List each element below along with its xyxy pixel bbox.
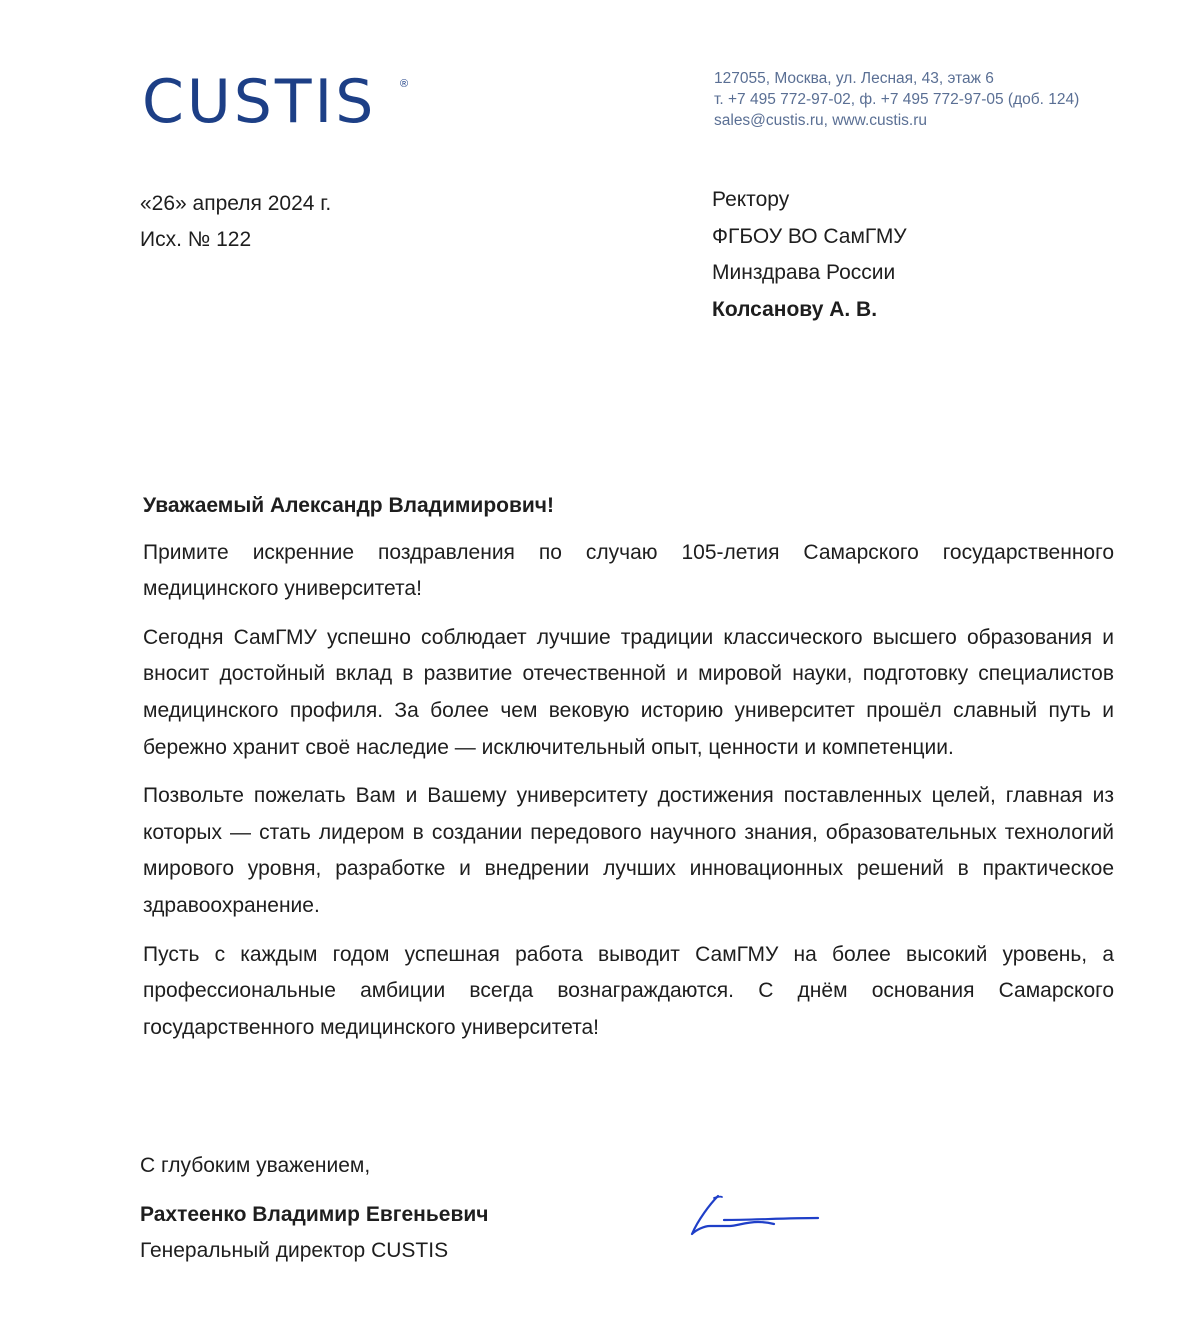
addressee-line: Ректору	[712, 188, 790, 211]
letter-meta	[140, 186, 331, 258]
letter-greeting: Уважаемый Александр Владимирович!	[143, 494, 554, 517]
addressee-block	[712, 182, 907, 328]
addressee-name: Колсанову А. В.	[712, 297, 878, 321]
contact-address: 127055, Москва, ул. Лесная, 43, этаж 6	[714, 70, 994, 87]
company-logo	[142, 67, 412, 137]
letter-date: «26» апреля 2024 г.	[140, 192, 332, 215]
letter-paragraph: Позвольте пожелать Вам и Вашему университету достижения поставленных целей, главная из которых — стать лидером в создании передового научного знания, образовательных технологий мирового уровня, разработке и внедрении лучших инновационных решений в практическое здравоохранение.	[143, 784, 1114, 917]
signer-title: Генеральный директор CUSTIS	[140, 1239, 449, 1262]
signer-name: Рахтеенко Владимир Евгеньевич	[140, 1203, 489, 1226]
logo-wordmark: CUSTIS	[142, 67, 377, 137]
letter-paragraph: Пусть с каждым годом успешная работа выводит СамГМУ на более высокий уровень, а профессиональные амбиции всегда вознаграждаются. С днём основания Самарского государственного медицинского университета!	[143, 942, 1114, 1039]
letter-closing: С глубоким уважением,	[140, 1154, 371, 1177]
addressee-line: Минздрава России	[712, 261, 896, 284]
contact-phones: т. +7 495 772-97-02, ф. +7 495 772-97-05 (доб. 124)	[714, 91, 1080, 108]
addressee-line: ФГБОУ ВО СамГМУ	[712, 224, 907, 248]
letter-paragraph: Сегодня СамГМУ успешно соблюдает лучшие традиции классического высшего образования и вносит достойный вклад в развитие отечественной и мировой науки, подготовку специалистов медицинского профиля. За более чем вековую историю университет прошёл славный путь и бережно хранит своё наследие — исключительный опыт, ценности и компетенции.	[143, 625, 1114, 759]
registered-mark: ®	[400, 78, 409, 90]
letter-ref-number: Исх. № 122	[140, 228, 252, 251]
letter-paragraph: Примите искренние поздравления по случаю 105-летия Самарского государственного медицинского университета!	[143, 540, 1114, 601]
handwritten-signature	[684, 1190, 824, 1240]
contact-email-web: sales@custis.ru, www.custis.ru	[714, 112, 927, 129]
letter-body	[143, 488, 1114, 1058]
company-contacts	[714, 68, 1079, 131]
